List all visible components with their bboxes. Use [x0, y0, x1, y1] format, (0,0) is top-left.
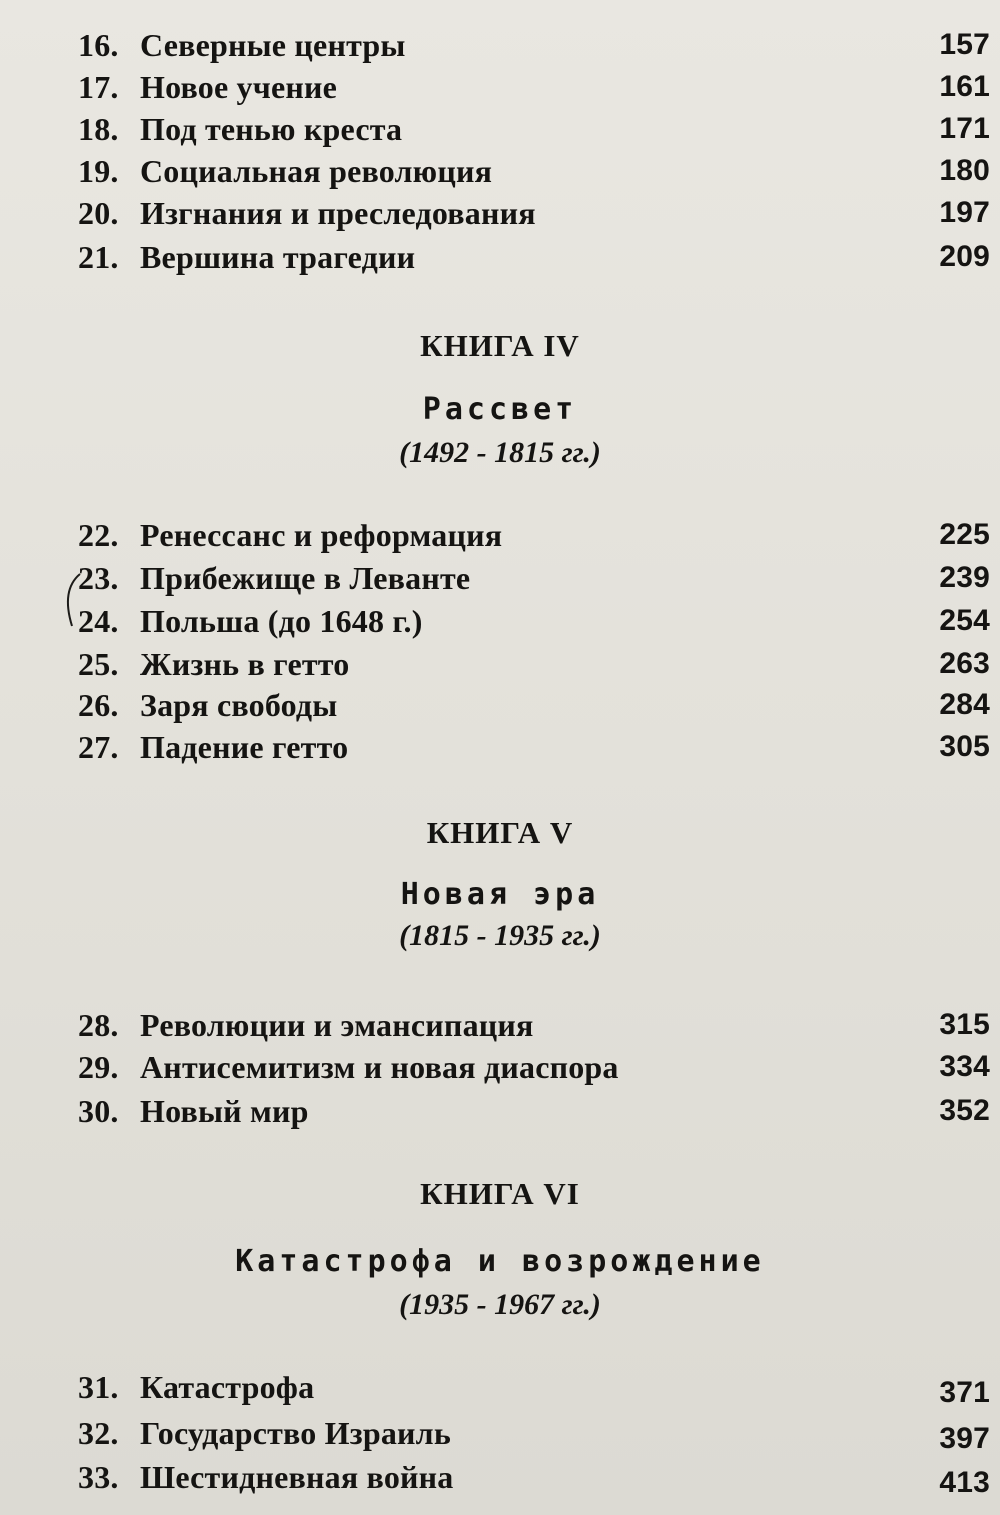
book-dates: (1935 - 1967 гг.) [399, 1288, 601, 1321]
toc-entry [78, 557, 990, 599]
toc-entry [78, 726, 990, 768]
chapter-number: 23. [78, 560, 119, 596]
chapter-number: 20. [78, 195, 119, 231]
chapter-title: Польша (до 1648 г.) [140, 603, 423, 639]
toc-entry [78, 192, 990, 234]
page-number: 352 [939, 1094, 990, 1127]
book-subtitle: Катастрофа и возрождение [235, 1244, 765, 1279]
chapter-title: Прибежище в Леванте [140, 560, 471, 596]
toc-entry [78, 66, 990, 108]
book-heading: КНИГА V [426, 815, 574, 850]
chapter-number: 26. [78, 687, 119, 723]
page-number: 157 [939, 28, 990, 61]
page-number: 209 [939, 240, 990, 273]
chapter-title: Северные центры [140, 27, 406, 63]
page-number: 225 [939, 518, 990, 551]
chapter-title: Изгнания и преследования [140, 195, 536, 231]
chapter-number: 32. [78, 1415, 119, 1451]
chapter-number: 25. [78, 646, 119, 682]
page-number: 263 [939, 647, 990, 680]
chapter-title: Жизнь в гетто [140, 646, 350, 682]
page-number: 397 [939, 1422, 990, 1455]
chapter-title: Под тенью креста [140, 111, 403, 147]
toc-entry [78, 1456, 990, 1498]
toc-entry [78, 684, 990, 726]
chapter-title: Новый мир [140, 1093, 309, 1129]
page-number: 171 [939, 112, 990, 145]
chapter-number: 22. [78, 517, 119, 553]
toc-entry [78, 150, 990, 192]
book-dates: (1492 - 1815 гг.) [399, 436, 601, 469]
chapter-title: Революции и эмансипация [140, 1007, 534, 1043]
chapter-title: Падение гетто [140, 729, 349, 765]
chapter-title: Заря свободы [140, 687, 338, 723]
toc-entry [78, 514, 990, 556]
toc-entry [78, 643, 990, 685]
chapter-title: Новое учение [140, 69, 338, 105]
chapter-title: Шестидневная война [140, 1459, 454, 1495]
chapter-number: 18. [78, 111, 119, 147]
chapter-number: 19. [78, 153, 119, 189]
chapter-number: 33. [78, 1459, 119, 1495]
page-number: 254 [939, 604, 990, 637]
book-subtitle: Рассвет [422, 392, 578, 427]
toc-entry [78, 108, 990, 150]
chapter-title: Социальная революция [140, 153, 493, 189]
chapter-title: Антисемитизм и новая диаспора [140, 1049, 619, 1085]
page-number: 161 [939, 70, 990, 103]
chapter-number: 21. [78, 239, 119, 275]
chapter-title: Ренессанс и реформация [140, 517, 503, 553]
page-number: 180 [939, 154, 990, 187]
chapter-number: 31. [78, 1369, 119, 1405]
chapter-number: 28. [78, 1007, 119, 1043]
toc-entry [78, 236, 990, 278]
toc-entry [78, 1412, 990, 1454]
chapter-number: 16. [78, 27, 119, 63]
toc-entry [78, 1366, 990, 1408]
book-subtitle: Новая эра [400, 877, 600, 912]
chapter-title: Вершина трагедии [140, 239, 416, 275]
chapter-number: 24. [78, 603, 119, 639]
toc-entry [78, 1090, 990, 1132]
book-heading: КНИГА VI [420, 1176, 580, 1211]
toc-entry [78, 24, 990, 66]
page-number: 284 [939, 688, 990, 721]
chapter-number: 27. [78, 729, 119, 765]
chapter-title: Катастрофа [140, 1369, 315, 1405]
page-number: 239 [939, 561, 990, 594]
toc-entry [78, 600, 990, 642]
book-heading: КНИГА IV [420, 328, 580, 363]
page-number: 334 [939, 1050, 990, 1083]
book-dates: (1815 - 1935 гг.) [399, 919, 601, 952]
chapter-number: 30. [78, 1093, 119, 1129]
toc-entry [78, 1004, 990, 1046]
toc-entry [78, 1046, 990, 1088]
chapter-number: 17. [78, 69, 119, 105]
chapter-title: Государство Израиль [140, 1415, 451, 1451]
chapter-number: 29. [78, 1049, 119, 1085]
page-number: 413 [939, 1466, 990, 1499]
page-number: 371 [939, 1376, 990, 1409]
page-number: 305 [939, 730, 990, 763]
page-number: 197 [939, 196, 990, 229]
page-number: 315 [939, 1008, 990, 1041]
